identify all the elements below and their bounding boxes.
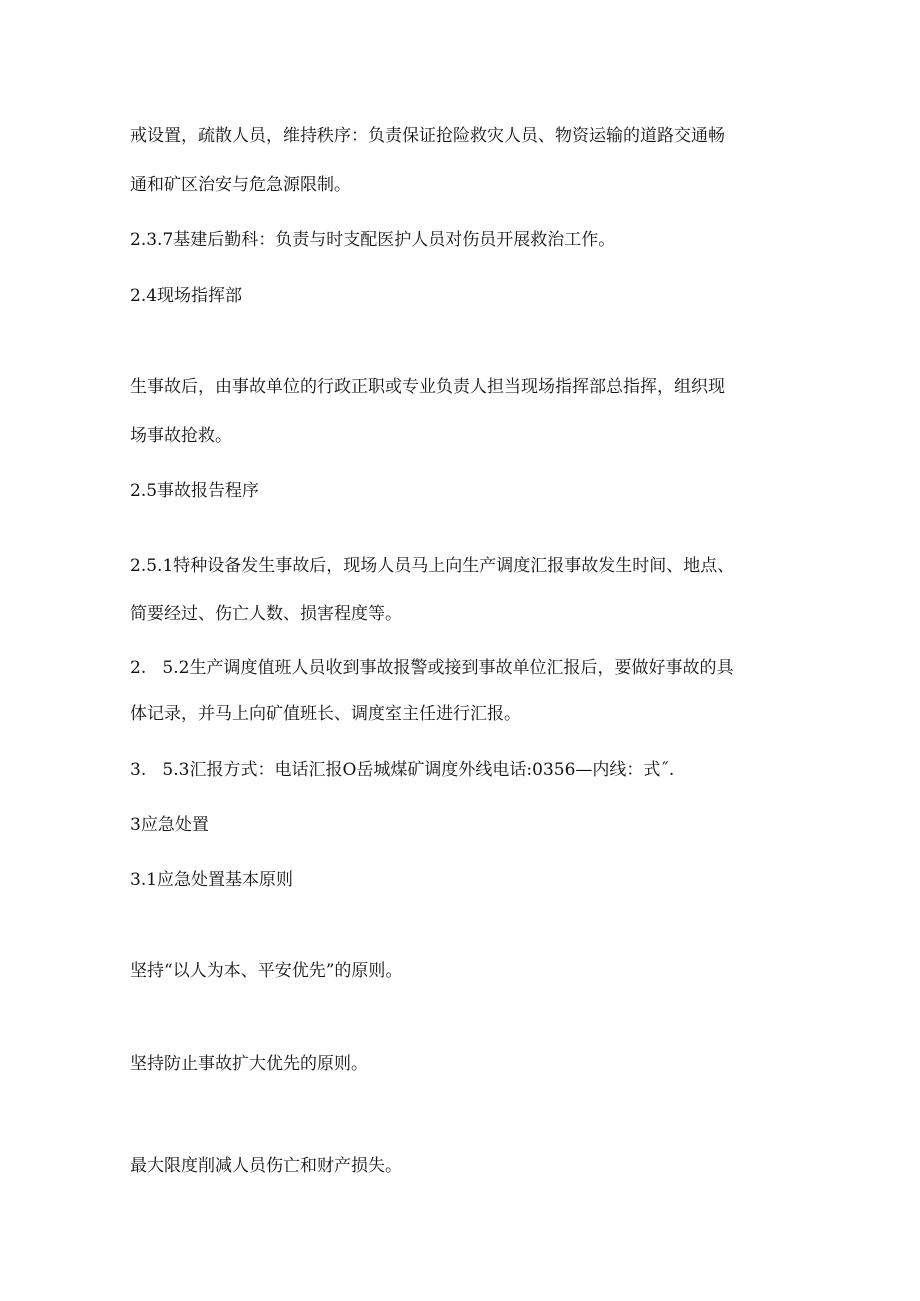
paragraph-line: 最大限度削减人员伤亡和财产损失。 (130, 1156, 402, 1176)
paragraph-line: 2.5.1特种设备发生事故后，现场人员马上向生产调度汇报事故发生时间、地点、 (130, 556, 735, 576)
paragraph-line: 简要经过、伤亡人数、损害程度等。 (130, 604, 402, 624)
section-heading: 2.5事故报告程序 (130, 481, 260, 501)
paragraph-line: 戒设置，疏散人员，维持秩序：负责保证抢险救灾人员、物资运输的道路交通畅 (130, 126, 725, 146)
paragraph-line: 体记录，并马上向矿值班长、调度室主任进行汇报。 (130, 704, 521, 724)
paragraph-line: 生事故后，由事故单位的行政正职或专业负责人担当现场指挥部总指挥，组织现 (130, 377, 725, 397)
paragraph-line: 场事故抢救。 (130, 426, 232, 446)
paragraph-line: 坚持“以人为本、平安优先”的原则。 (130, 961, 403, 981)
paragraph-line: 2. 5.2生产调度值班人员收到事故报警或接到事故单位汇报后，要做好事故的具 (130, 658, 734, 678)
paragraph-line: 3. 5.3汇报方式：电话汇报O岳城煤矿调度外线电话:0356—内线：式˝. (130, 760, 675, 780)
section-heading: 3应急处置 (130, 815, 209, 835)
section-heading: 2.4现场指挥部 (130, 286, 243, 306)
paragraph-line: 通和矿区治安与危急源限制。 (130, 175, 351, 195)
paragraph-line: 坚持防止事故扩大优先的原则。 (130, 1054, 368, 1074)
section-heading: 3.1应急处置基本原则 (130, 870, 294, 890)
paragraph-line: 2.3.7基建后勤科：负责与时支配医护人员对伤员开展救治工作。 (130, 230, 616, 250)
